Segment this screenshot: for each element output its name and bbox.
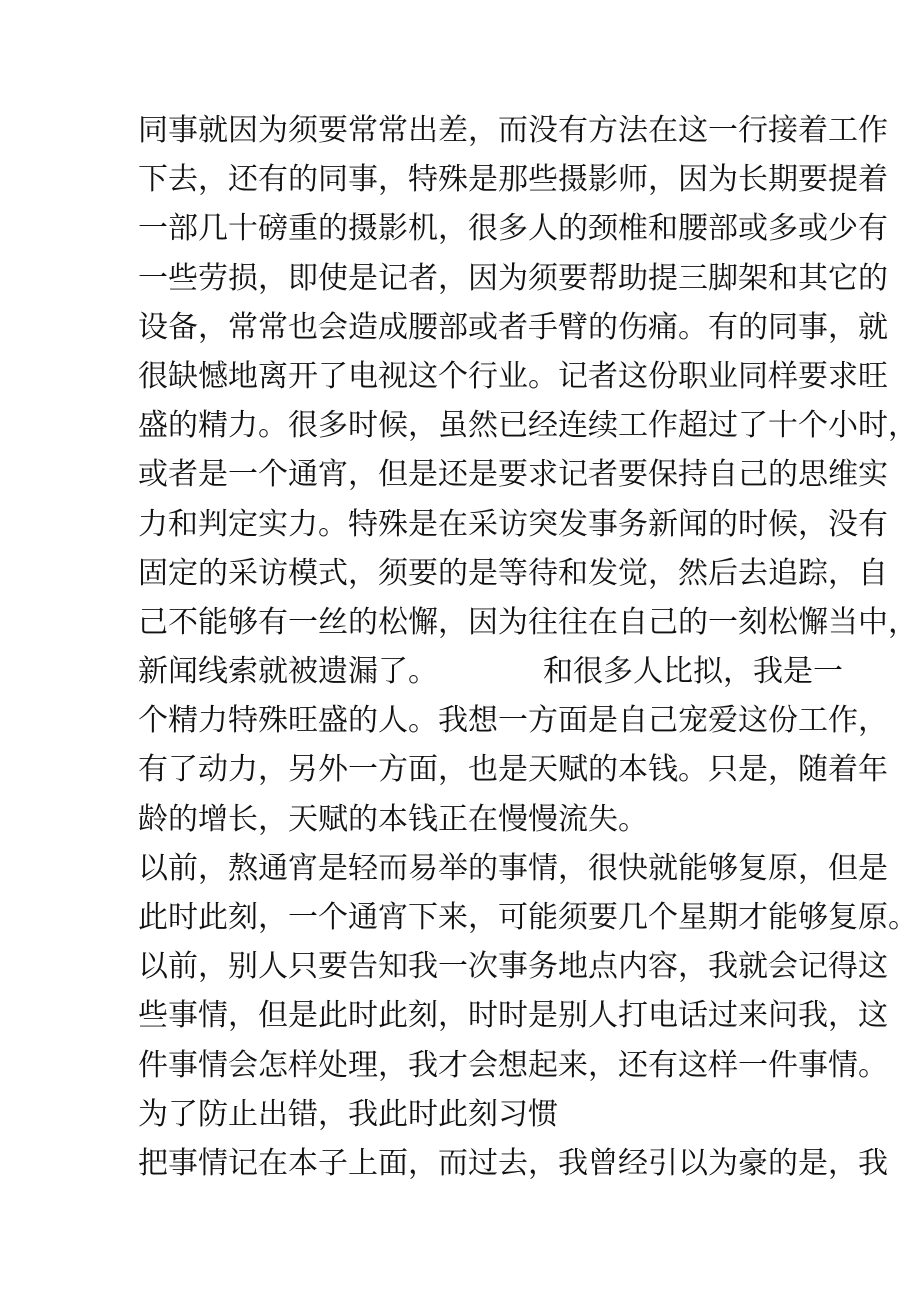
text-line: 以前，熬通宵是轻而易举的事情，很快就能够复原，但是 — [138, 850, 888, 886]
text-line: 固定的采访模式，须要的是等待和发觉，然后去追踪，自 — [138, 555, 888, 591]
body-text — [138, 106, 918, 1188]
text-line: 一些劳损，即使是记者，因为须要帮助提三脚架和其它的 — [138, 260, 888, 296]
text-line: 龄的增长，天赋的本钱正在慢慢流失。 — [138, 801, 648, 837]
text-line: 或者是一个通宵，但是还是要求记者要保持自己的思维实 — [138, 457, 888, 493]
text-line: 下去，还有的同事，特殊是那些摄影师，因为长期要提着 — [138, 162, 888, 198]
text-line: 把事情记在本子上面，而过去，我曾经引以为豪的是，我 — [138, 1145, 888, 1181]
text-line: 以前，别人只要告知我一次事务地点内容，我就会记得这 — [138, 949, 888, 985]
text-line: 很缺憾地离开了电视这个行业。记者这份职业同样要求旺 — [138, 358, 888, 394]
text-line: 己不能够有一丝的松懈，因为往往在自己的一刻松懈当中， — [138, 604, 918, 640]
text-line: 为了防止出错，我此时此刻习惯 — [138, 1096, 558, 1132]
text-line: 盛的精力。很多时候，虽然已经连续工作超过了十个小时， — [138, 408, 918, 444]
text-line: 一部几十磅重的摄影机，很多人的颈椎和腰部或多或少有 — [138, 211, 888, 247]
text-line: 力和判定实力。特殊是在采访突发事务新闻的时候，没有 — [138, 506, 888, 542]
text-line: 此时此刻，一个通宵下来，可能须要几个星期才能够复原。 — [138, 900, 918, 935]
text-line: 件事情会怎样处理，我才会想起来，还有这样一件事情。 — [138, 1047, 888, 1083]
text-line: 新闻线索就被遗漏了。 和很多人比拟，我是一 — [138, 654, 843, 690]
text-line: 设备，常常也会造成腰部或者手臂的伤痛。有的同事，就 — [138, 309, 888, 345]
text-line: 有了动力，另外一方面，也是天赋的本钱。只是，随着年 — [138, 752, 888, 788]
text-line: 个精力特殊旺盛的人。我想一方面是自己宠爱这份工作， — [138, 703, 888, 739]
text-line: 同事就因为须要常常出差，而没有方法在这一行接着工作 — [138, 113, 888, 148]
text-line: 些事情，但是此时此刻，时时是别人打电话过来问我，这 — [138, 998, 888, 1034]
